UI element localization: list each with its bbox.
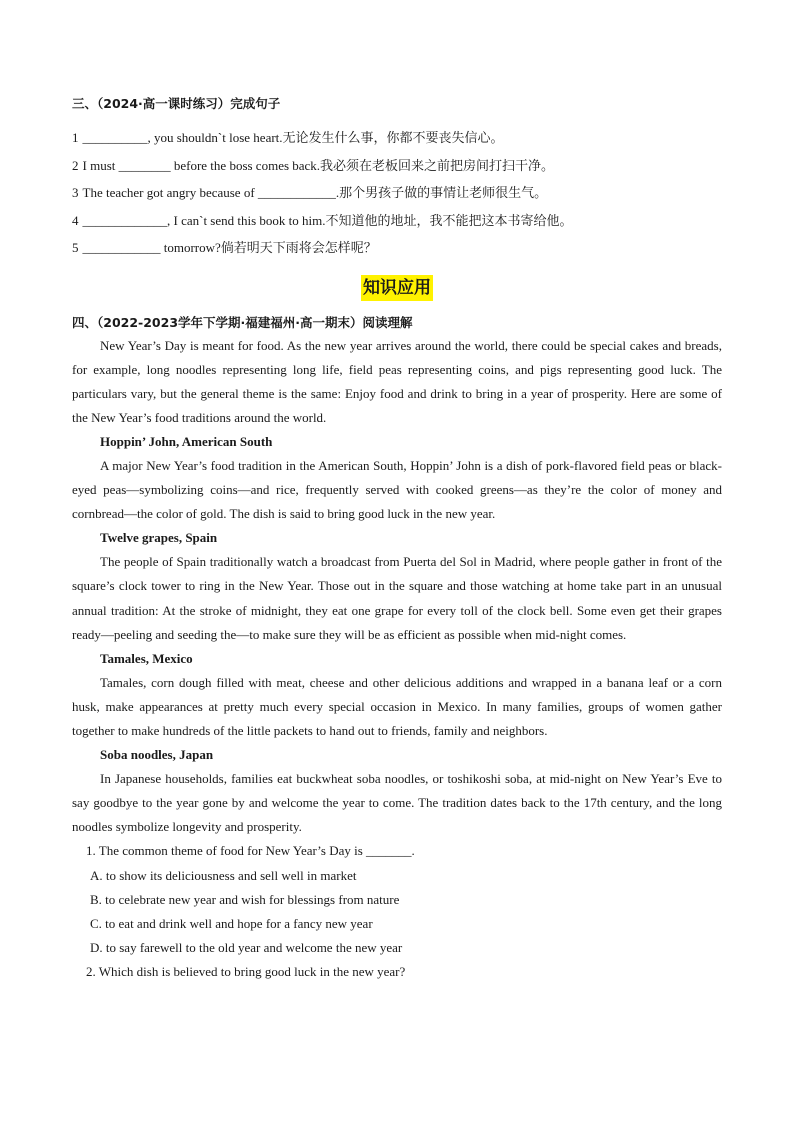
question-1: 1. The common theme of food for New Year’s Day is _______. [86, 843, 415, 859]
knowledge-application-banner: 知识应用 [361, 275, 433, 301]
subheading-hoppin-john: Hoppin’ John, American South [100, 433, 273, 449]
sentence-number: 4 [72, 212, 79, 228]
question-1-option-d: D. to say farewell to the old year and welcome the new year [90, 939, 403, 955]
sentence-2 [72, 152, 722, 180]
spacer [72, 114, 722, 124]
sentence-number: 5 [72, 240, 79, 255]
subheading-twelve-grapes: Twelve grapes, Spain [100, 530, 218, 546]
banner-row [72, 272, 722, 306]
subheading-tamales: Tamales, Mexico [100, 650, 193, 666]
paragraph-soba-noodles: In Japanese households, families eat buckwheat soba noodles, or toshikoshi soba, at mid-night on New Year’s Eve to say goodbye to the year gone by and welcome the year to come. The tradition dates back to the 17th century, and the long noodles symbolize longevity and prosperity. [72, 771, 722, 835]
sentence-4 [72, 207, 722, 235]
sentence-5 [72, 234, 722, 262]
paragraph-tamales: Tamales, corn dough filled with meat, cheese and other delicious additions and wrapped in a banana leaf or a corn husk, make appearances at pretty much every special occasion in Mexico. In many families, groups of women gather together to make hundreds of the little packets to hand out to friends, family and neighbors. [72, 674, 722, 738]
subheading-soba-noodles: Soba noodles, Japan [100, 747, 214, 763]
paragraph-hoppin-john: A major New Year’s food tradition in the American South, Hoppin’ John is a dish of pork-flavored field peas or black-eyed peas—symbolizing coins—and rice, frequently served with cooked greens—as they’re the color of money and cornbread—the color of gold. The dish is said to bring good luck in the new year. [72, 457, 722, 522]
sentence-text: ____________ tomorrow?倘若明天下雨将会怎样呢？ [82, 240, 377, 255]
sentence-number: 2 [72, 157, 79, 173]
sentence-3 [72, 179, 722, 207]
sentence-1 [72, 124, 722, 152]
intro-paragraph: New Year’s Day is meant for food. As the new year arrives around the world, there could be special cakes and breads, for example, long noodles representing long life, field peas representing coins, and pigs representing good luck. The particulars vary, but the general theme is the same: Enjoy food and drink to bring in a year of prosperity. Here are some of the New Year’s food traditions around the world. [72, 337, 722, 425]
sentence-text: I must ________ before the boss comes back.我必须在老板回来之前把房间打扫干净。 [82, 157, 555, 173]
sentence-number: 3 [72, 185, 79, 200]
paragraph-twelve-grapes: The people of Spain traditionally watch a broadcast from Puerta del Sol in Madrid, where people gather in front of the square’s clock tower to ring in the New Year. Those out in the square and those watching at home take part in an unusual annual tradition: At the stroke of midnight, they eat one grape for every toll of the clock bell. Some even get their grapes ready—peeling and seeding the—to make sure they will be as efficient as possible when mid-night comes. [72, 554, 722, 642]
sentence-text: _____________, I can`t send this book to him.不知道他的地址，我不能把这本书寄给他。 [82, 212, 573, 228]
section-4-heading: 四、（2022-2023学年下学期·福建福州·高一期末）阅读理解 [72, 314, 413, 330]
question-2: 2. Which dish is believed to bring good luck in the new year? [86, 963, 406, 979]
question-1-option-a: A. to show its deliciousness and sell well in market [90, 867, 357, 883]
question-1-option-b: B. to celebrate new year and wish for blessings from nature [90, 891, 400, 907]
sentence-text: The teacher got angry because of ____________.那个男孩子做的事情让老师很生气。 [82, 185, 548, 200]
section-3-heading: 三、（2024·高一课时练习）完成句子 [72, 96, 281, 111]
document-content [72, 94, 722, 984]
sentence-number: 1 [72, 130, 79, 145]
question-1-option-c: C. to eat and drink well and hope for a fancy new year [90, 915, 373, 931]
sentence-text: __________, you shouldn`t lose heart.无论发生什么事，你都不要丧失信心。 [82, 130, 504, 145]
